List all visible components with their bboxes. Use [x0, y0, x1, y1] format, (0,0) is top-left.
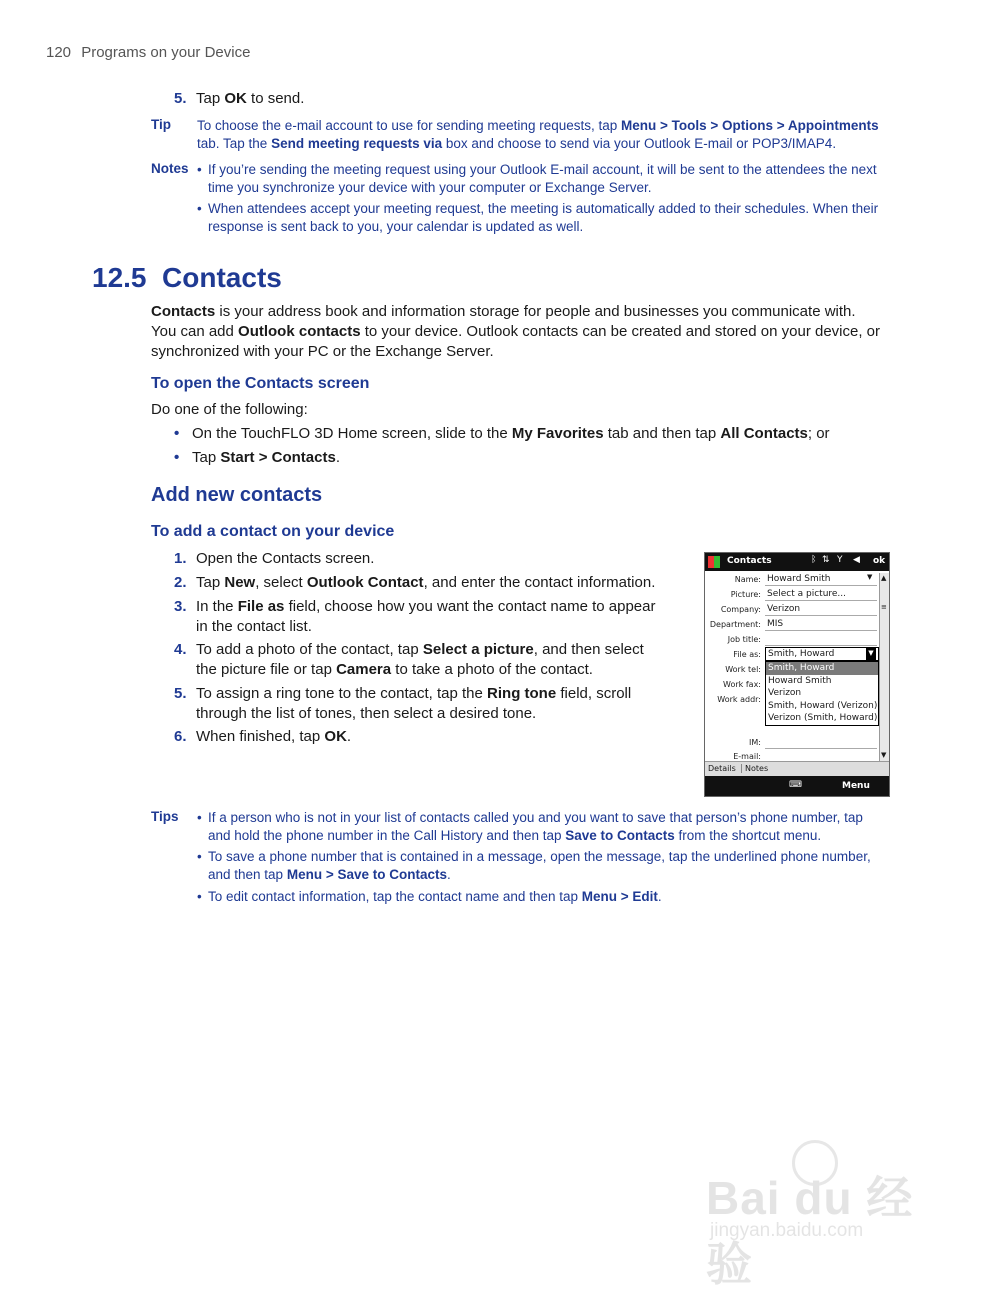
file-as-option[interactable]: Verizon (Smith, Howard) — [768, 713, 878, 723]
scroll-thumb-icon[interactable]: ≡ — [881, 603, 887, 611]
step-number: 3. — [174, 598, 187, 615]
tip-item: • To edit contact information, tap the contact name and then tap Menu > Edit. — [197, 889, 662, 904]
tab-notes[interactable]: Notes — [741, 764, 768, 773]
file-as-select[interactable]: Smith, Howard — [765, 647, 879, 661]
tip-label: Tip — [151, 117, 171, 132]
scroll-down-icon[interactable]: ▼ — [881, 751, 887, 759]
watermark-url: jingyan.baidu.com — [710, 1220, 864, 1241]
bluetooth-icon: ᛒ — [811, 555, 817, 565]
step-number: 5. — [174, 90, 187, 107]
bullet-icon: • — [197, 162, 202, 177]
ok-button[interactable]: ok — [873, 556, 886, 566]
step-text: When finished, tap OK. — [196, 728, 352, 745]
keyboard-icon[interactable]: ⌨ — [789, 780, 802, 790]
step-text: Tap New, select Outlook Contact, and enter the contact information. — [196, 574, 656, 591]
step-5-send — [174, 89, 874, 109]
file-as-option[interactable]: Verizon — [768, 688, 802, 698]
step-text: Tap OK to send. — [196, 90, 305, 107]
tab-details[interactable]: Details — [708, 764, 736, 773]
tip-item: • To save a phone number that is contained in a message, open the message, tap the underlined phone number, and then tap Menu > Save to Contacts. — [197, 849, 871, 882]
step-number: 4. — [174, 641, 187, 658]
bullet-icon: • — [197, 201, 202, 216]
step-text: To add a photo of the contact, tap Select a picture, and then select the picture file or tap Camera to take a photo of the contact. — [196, 641, 644, 678]
step-6 — [174, 727, 674, 747]
menu-softkey[interactable]: Menu — [842, 781, 870, 791]
name-dropdown-icon[interactable]: ▼ — [867, 573, 873, 581]
field-name[interactable]: Name: Howard Smith ▼ — [705, 573, 877, 587]
phone-title-bar — [705, 553, 889, 571]
file-as-dropdown-icon[interactable]: ▼ — [866, 647, 876, 660]
add-contacts-heading: Add new contacts — [151, 484, 323, 506]
intro-paragraph: Contacts is your address book and information storage for people and businesses you communicate with. You can add Outlook contacts to your device. Outlook contacts can be created and stored on your device, or synchronized with your PC or the Exchange Server. — [151, 303, 881, 360]
tips-label: Tips — [151, 809, 179, 824]
open-bullet: • On the TouchFLO 3D Home screen, slide to the My Favorites tab and then tap All Contacts; or — [174, 425, 830, 442]
signal-icon: Y — [837, 555, 843, 565]
field-work-tel: Work tel: — [725, 665, 761, 674]
windows-start-icon[interactable] — [708, 556, 720, 568]
notes-label: Notes — [151, 161, 189, 176]
watermark-brand: Bai du 经验 — [706, 1172, 914, 1290]
connection-icon: ⇅ — [822, 555, 830, 565]
field-email[interactable]: E-mail: — [705, 750, 877, 764]
tips-list — [197, 809, 897, 909]
field-job-title[interactable]: Job title: — [705, 633, 877, 647]
step-text: Open the Contacts screen. — [196, 550, 375, 567]
notes-list — [197, 161, 897, 241]
phone-title: Contacts — [727, 556, 772, 566]
step-4 — [174, 640, 674, 680]
open-contacts-heading: To open the Contacts screen — [151, 375, 370, 392]
scroll-up-icon[interactable]: ▲ — [881, 574, 887, 582]
tip-item: • If a person who is not in your list of contacts called you and you want to save that person’s phone number, tap and hold the phone number in the Call History and then tap Save to Contacts from the shortcut menu. — [197, 810, 863, 843]
baidu-watermark — [700, 1140, 940, 1290]
step-text: In the File as field, choose how you want the contact name to appear in the contact list. — [196, 598, 656, 635]
file-as-options — [765, 661, 879, 726]
field-work-addr: Work addr: — [717, 695, 761, 704]
step-5 — [174, 684, 674, 724]
field-picture[interactable]: Picture: Select a picture... — [705, 588, 877, 602]
bullet-icon: • — [174, 425, 180, 442]
add-on-device-heading: To add a contact on your device — [151, 523, 395, 540]
step-2 — [174, 573, 674, 593]
step-1 — [174, 549, 674, 569]
contacts-phone-screenshot — [704, 552, 890, 797]
bullet-icon: • — [174, 449, 180, 466]
field-company[interactable]: Company: Verizon — [705, 603, 877, 617]
bullet-icon: • — [197, 889, 202, 904]
page-number: 120 — [46, 44, 72, 61]
tip-text: To choose the e-mail account to use for sending meeting requests, tap Menu > Tools > Options > Appointments tab. Tap the Send meeting requests via box and choose to send via your Outlook E-mail or POP3/IMAP4. — [197, 118, 879, 151]
step-number: 1. — [174, 550, 187, 567]
volume-icon: ◀ — [853, 555, 860, 565]
file-as-option-selected[interactable]: Smith, Howard — [766, 662, 878, 675]
step-3 — [174, 597, 674, 637]
phone-softkey-bar — [705, 776, 889, 796]
file-as-option[interactable]: Howard Smith — [768, 675, 832, 686]
step-number: 2. — [174, 574, 187, 591]
step-text: To assign a ring tone to the contact, tap the Ring tone field, scroll through the list of tones, then select a desired tone. — [196, 685, 632, 722]
step-number: 6. — [174, 728, 187, 745]
phone-tabs — [705, 761, 889, 776]
section-title: 12.5 Contacts — [92, 262, 282, 293]
field-file-as: File as: — [733, 650, 761, 659]
note-item: • When attendees accept your meeting request, the meeting is automatically added to their schedules. When their response is sent back to you, your calendar is updated as well. — [197, 201, 879, 234]
file-as-option[interactable]: Smith, Howard (Verizon) — [768, 700, 878, 711]
bullet-icon: • — [197, 810, 202, 825]
section-name: Programs on your Device — [81, 44, 251, 61]
open-intro: Do one of the following: — [151, 401, 308, 418]
field-department[interactable]: Department: MIS — [705, 618, 877, 632]
step-number: 5. — [174, 685, 187, 702]
note-item: • If you’re sending the meeting request using your Outlook E-mail account, it will be sent to the attendees the next time you synchronize your device with your computer or Exchange Server. — [197, 162, 877, 195]
page-header — [46, 44, 250, 61]
phone-scrollbar[interactable] — [879, 573, 889, 761]
bullet-icon: • — [197, 849, 202, 864]
open-bullet: • Tap Start > Contacts. — [174, 449, 340, 466]
field-work-fax: Work fax: — [723, 680, 761, 689]
field-im[interactable]: IM: — [705, 736, 877, 750]
